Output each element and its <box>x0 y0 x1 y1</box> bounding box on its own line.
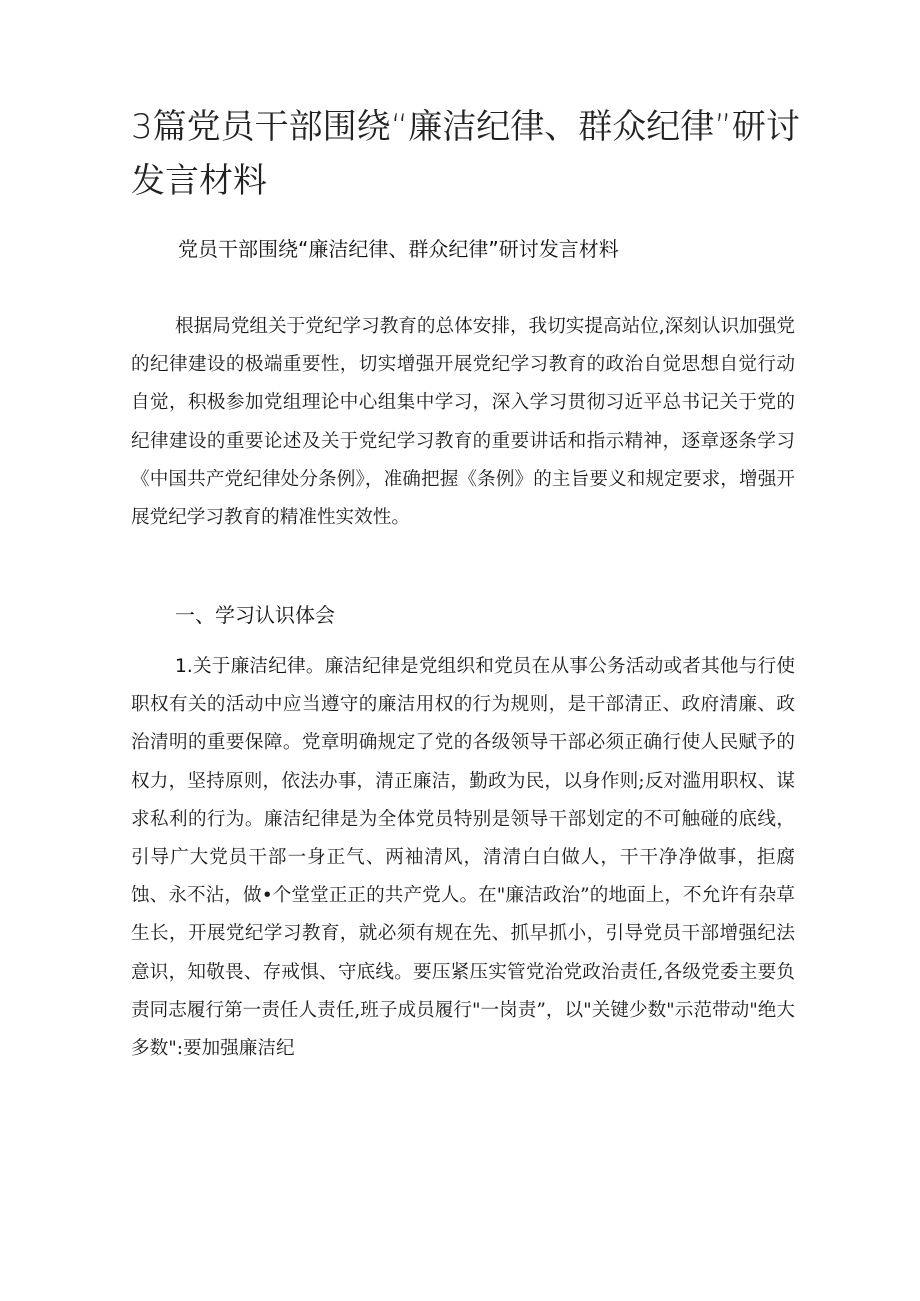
intro-paragraph-block <box>131 308 795 537</box>
point1-paragraph <box>131 648 795 1068</box>
document-title: 3篇党员干部围绕“廉洁纪律、群众纪律”研讨发言材料 <box>131 107 800 201</box>
point1-paragraph-block <box>131 648 795 1068</box>
point1-text: 廉洁纪律是党组织和党员在从事公务活动或者其他与行使职权有关的活动中应当遵守的廉洁用权的行为规则，是干部清正、政府清廉、政治清明的重要保障。党章明确规定了党的各级领导干部必须正确行使人民赋予的权力，坚持原则，依法办事，清正廉洁，勤政为民，以身作则;反对滥用职权、谋求私利的行为。廉洁纪律是为全体党员特别是领导干部划定的不可触碰的底线，引导广大党员干部一身正气、两袖清风，清清白白做人，干干净净做事，拒腐蚀、永不沾，做•个堂堂正正的共产党人。在"廉洁政治”的地面上，不允许有杂草生长，开展党纪学习教育，就必须有规在先、抓早抓小，引导党员干部增强纪法意识，知敬畏、存戒惧、守底线。要压紧压实管党治党政治责任,各级党委主要负责同志履行第一责任人责任,班子成员履行"一岗责”，以"关键少数"示范带动"绝大多数":要加强廉洁纪 <box>131 656 795 1060</box>
section-heading: 一、学习认识体会 <box>175 603 335 627</box>
intro-paragraph: 根据局党组关于党纪学习教育的总体安排，我切实提高站位,深刻认识加强党的纪律建设的极端重要性，切实增强开展党纪学习教育的政治自觉思想自觉行动自觉，积极参加党组理论中心组集中学习，深入学习贯彻习近平总书记关于党的纪律建设的重要论述及关于党纪学习教育的重要讲话和指示精神，逐章逐条学习《中国共产党纪律处分条例》，准确把握《条例》的主旨要义和规定要求，增强开展党纪学习教育的精准性实效性。 <box>131 316 795 529</box>
point1-lead: 1.关于廉洁纪律。 <box>175 656 325 677</box>
article-subtitle: 党员干部围绕“廉洁纪律、群众纪律”研讨发言材料 <box>178 237 619 261</box>
